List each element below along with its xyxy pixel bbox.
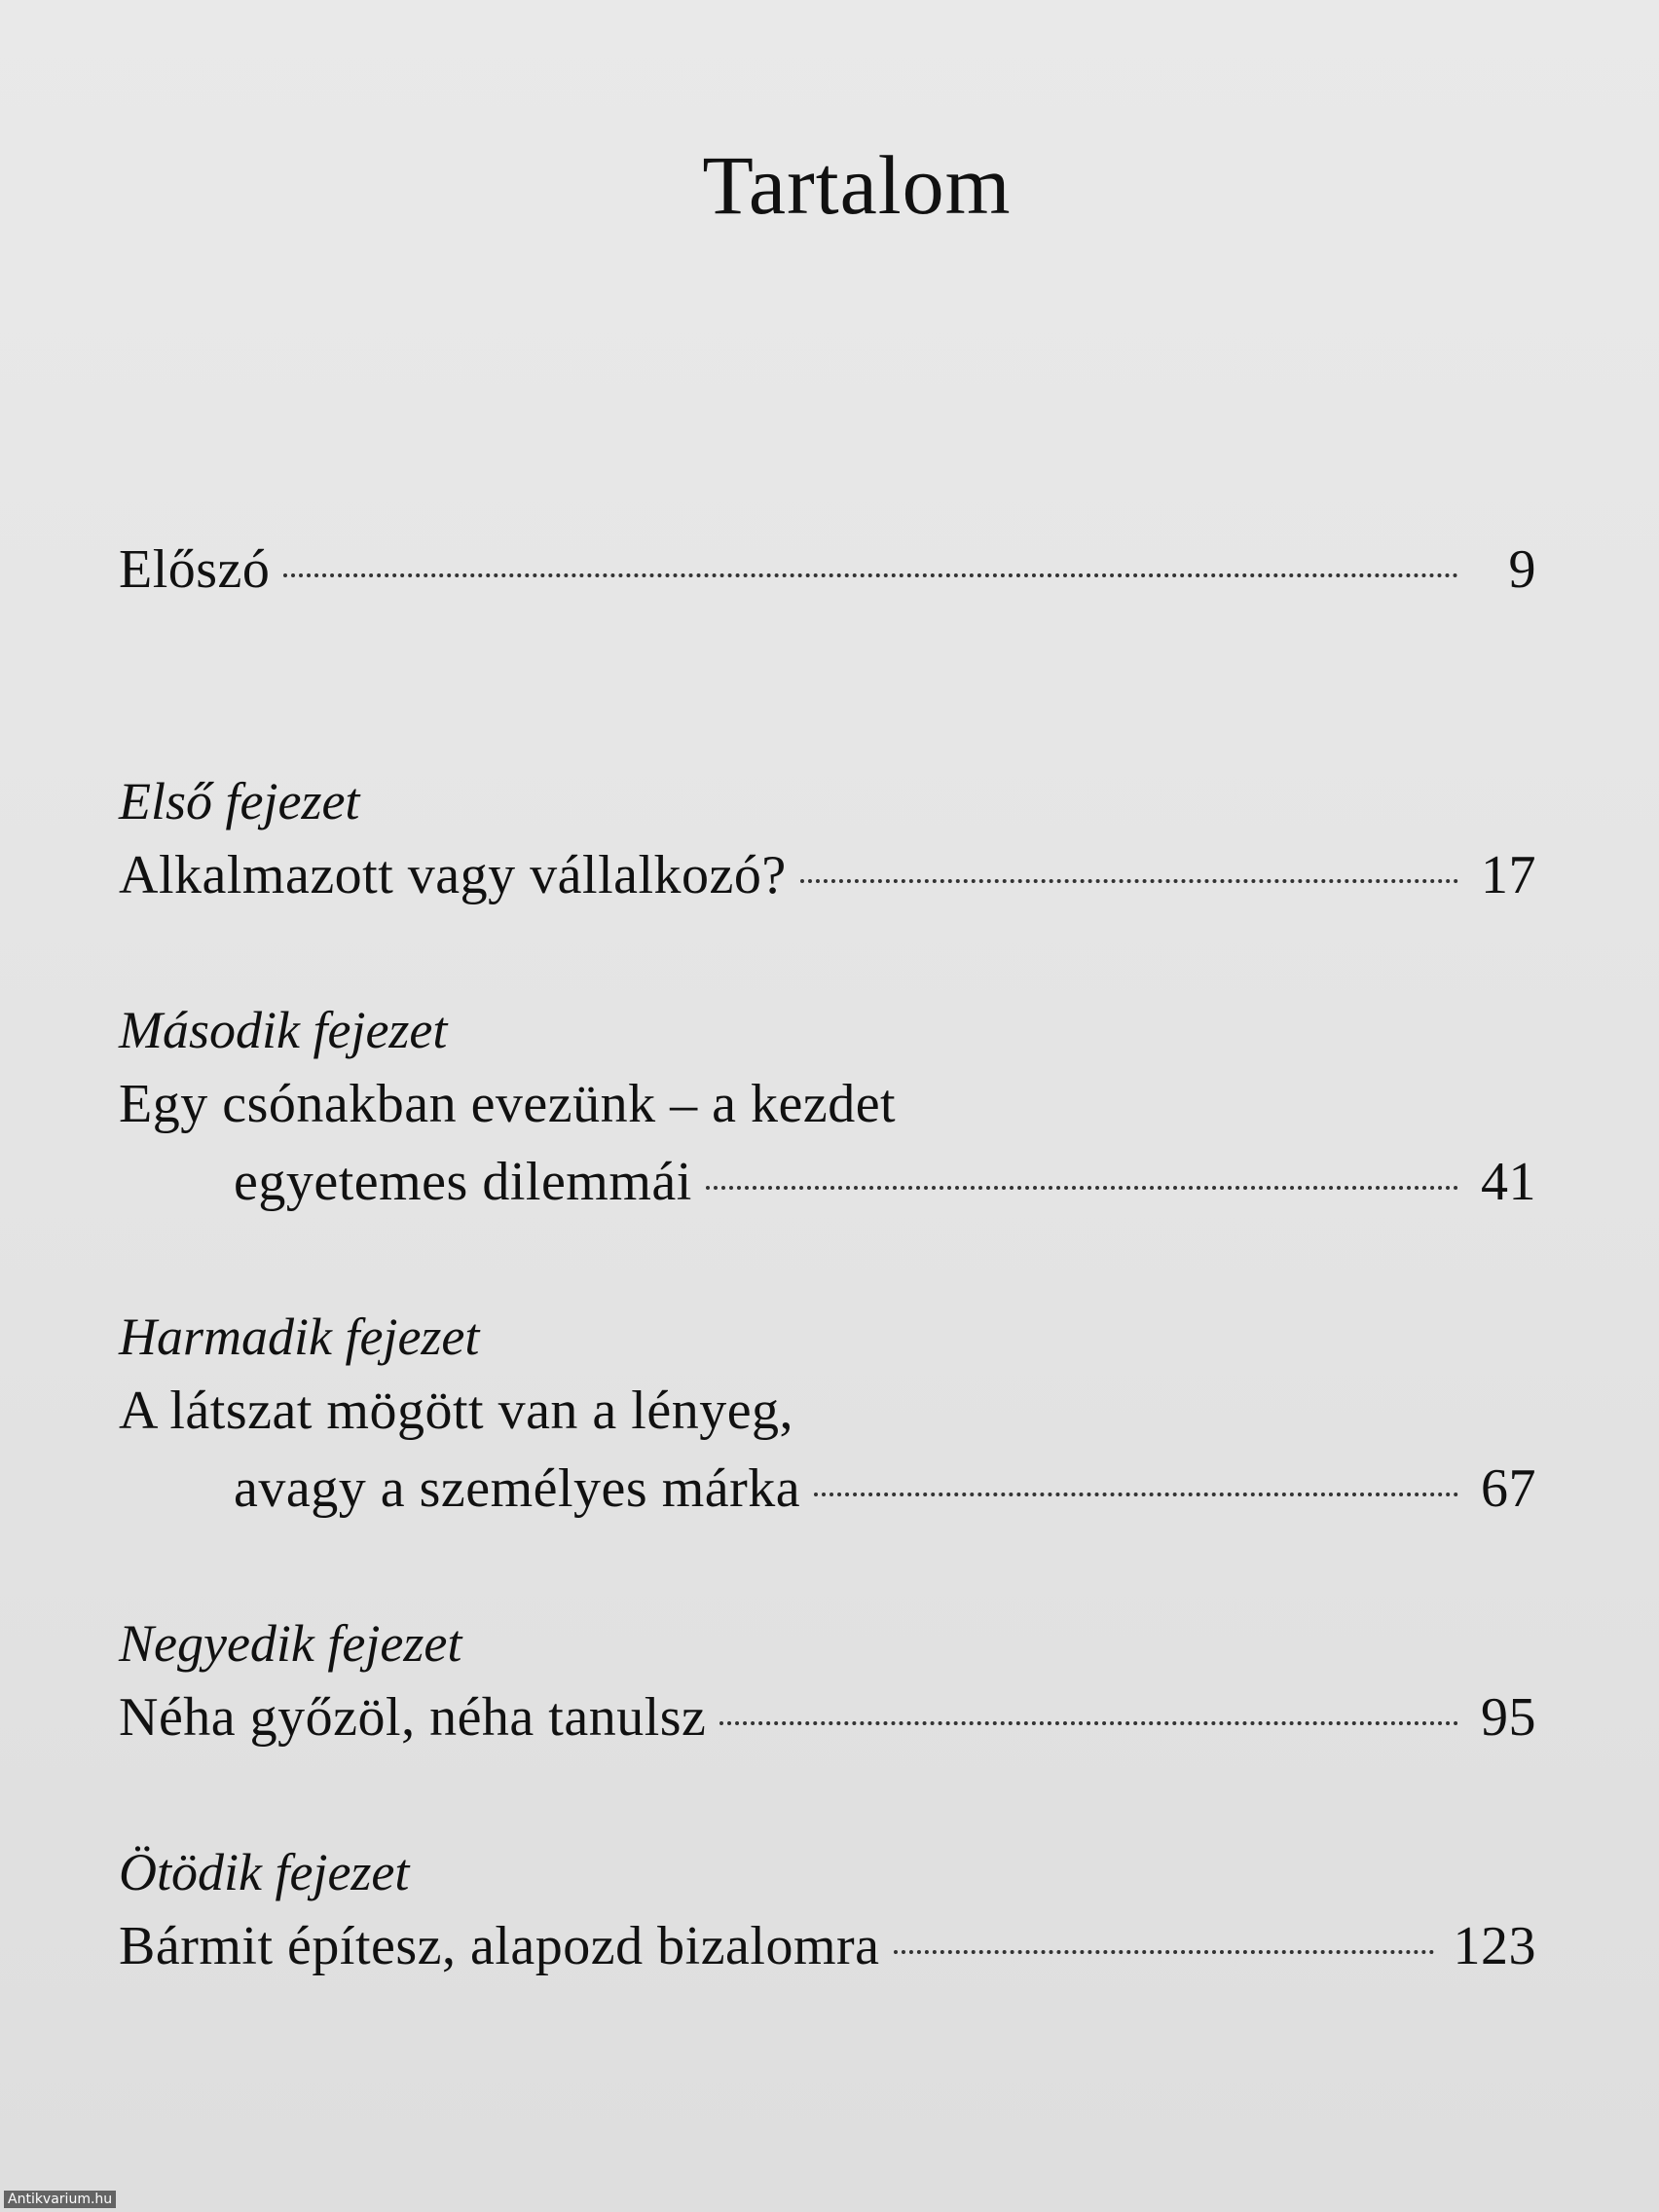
- page-title: Tartalom: [702, 138, 1012, 232]
- chapter-label: Harmadik fejezet: [119, 1308, 480, 1366]
- toc-entry-title-continued: egyetemes dilemmái: [234, 1152, 692, 1212]
- toc-line: [119, 1907, 1536, 1985]
- toc-line-continued: [119, 1450, 1536, 1528]
- chapter-label: Második fejezet: [119, 1001, 448, 1059]
- toc-line: [119, 531, 1536, 608]
- dot-leader: [800, 879, 1458, 883]
- page-number: 9: [1508, 539, 1536, 600]
- dot-leader: [283, 573, 1458, 577]
- toc-entry-title: Egy csónakban evezünk – a kezdet: [119, 1074, 897, 1134]
- dot-leader: [894, 1950, 1434, 1954]
- page-number: 95: [1481, 1687, 1536, 1748]
- toc-entry-chapter-4: [119, 1608, 1536, 1756]
- toc-entry-title: Előszó: [119, 539, 271, 600]
- toc-entry-foreword: [119, 531, 1536, 608]
- dot-leader: [814, 1493, 1458, 1496]
- toc-entry-title-continued: avagy a személyes márka: [234, 1458, 801, 1519]
- watermark: Antikvarium.hu: [4, 2191, 116, 2208]
- page-number: 67: [1481, 1458, 1536, 1519]
- page-number: 123: [1453, 1916, 1536, 1976]
- dot-leader: [706, 1186, 1458, 1190]
- toc-entry-chapter-5: [119, 1837, 1536, 1985]
- chapter-label: Negyedik fejezet: [119, 1614, 462, 1673]
- toc-entry-title: Néha győzöl, néha tanulsz: [119, 1687, 707, 1748]
- toc-entry-title: Alkalmazott vagy vállalkozó?: [119, 845, 787, 905]
- dot-leader: [719, 1721, 1458, 1725]
- chapter-label: Első fejezet: [119, 772, 360, 830]
- chapter-label: Ötödik fejezet: [119, 1843, 410, 1901]
- page-number: 17: [1481, 845, 1536, 905]
- toc-line-continued: [119, 1143, 1536, 1221]
- toc-entry-chapter-1: [119, 766, 1536, 914]
- toc-line: [119, 1678, 1536, 1756]
- toc-entry-title: A látszat mögött van a lényeg,: [119, 1381, 794, 1441]
- toc-entry-chapter-3: [119, 1302, 1536, 1528]
- toc-entry-chapter-2: [119, 995, 1536, 1221]
- toc-entry-title: Bármit építesz, alapozd bizalomra: [119, 1916, 880, 1976]
- toc-line: [119, 1372, 1536, 1450]
- toc-line: [119, 1065, 1536, 1143]
- page-number: 41: [1481, 1152, 1536, 1212]
- toc-line: [119, 836, 1536, 914]
